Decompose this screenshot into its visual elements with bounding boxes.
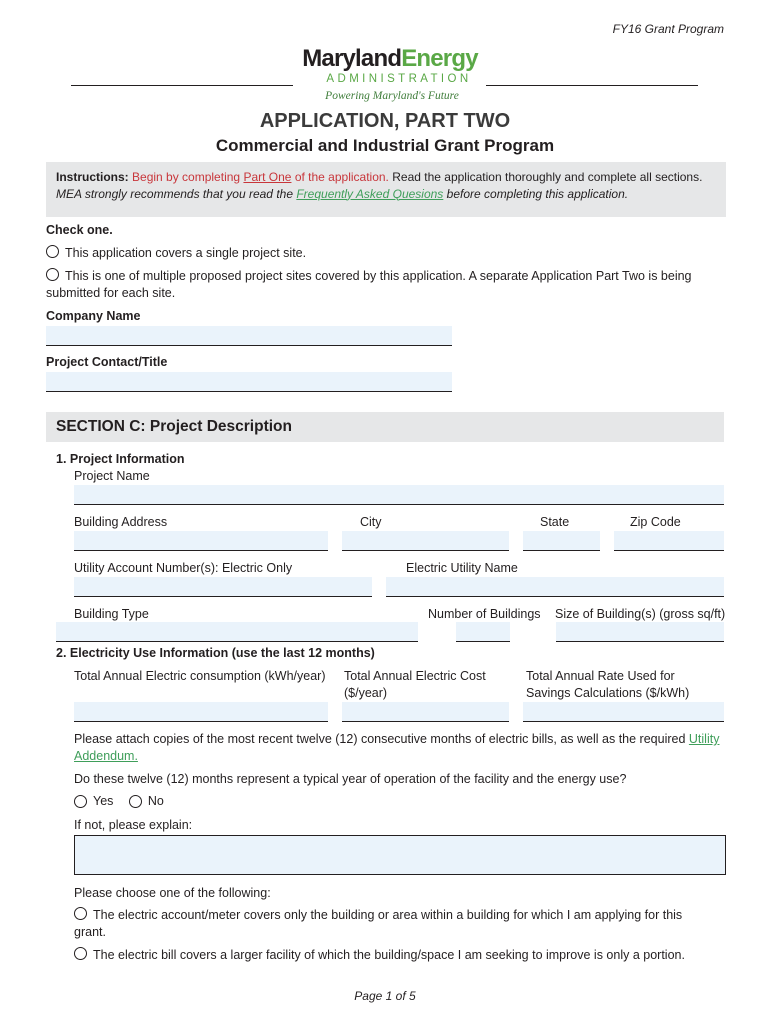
larger-facility-radio[interactable]	[74, 947, 87, 960]
state-label: State	[540, 515, 570, 529]
project-contact-label: Project Contact/Title	[46, 355, 168, 369]
building-type-label: Building Type	[74, 607, 149, 621]
header-rule-right	[486, 85, 698, 86]
electricity-heading: 2. Electricity Use Information (use the last 12 months)	[56, 646, 375, 660]
meter-only-radio[interactable]	[74, 907, 87, 920]
state-field[interactable]	[523, 531, 600, 551]
multi-site-option[interactable]	[46, 268, 716, 302]
page-subtitle: Commercial and Industrial Grant Program	[215, 136, 555, 155]
header-rule-left	[71, 85, 293, 86]
electric-utility-field[interactable]	[386, 577, 724, 597]
instructions-red-1: Begin by completing	[132, 170, 241, 184]
project-contact-field[interactable]	[46, 372, 452, 392]
choose-label: Please choose one of the following:	[74, 886, 271, 900]
company-name-label: Company Name	[46, 309, 141, 323]
logo-word-maryland: Maryland	[302, 45, 402, 72]
electric-utility-label: Electric Utility Name	[406, 561, 518, 575]
instructions-label: Instructions:	[56, 170, 129, 184]
utility-account-label: Utility Account Number(s): Electric Only	[74, 561, 293, 575]
project-name-field[interactable]	[74, 485, 724, 505]
company-name-field[interactable]	[46, 326, 452, 346]
project-info-heading: 1. Project Information	[56, 452, 185, 466]
num-buildings-label: Number of Buildings	[428, 607, 541, 621]
logo-administration: ADMINISTRATION	[326, 73, 472, 85]
typical-yes-label: Yes	[93, 794, 114, 808]
attach-bills-text	[74, 731, 734, 765]
zip-field[interactable]	[614, 531, 724, 551]
instructions-italic-1: MEA strongly recommends that you read the	[56, 186, 293, 201]
annual-rate-field[interactable]	[523, 702, 724, 722]
instructions-italic-2: before completing this application.	[446, 186, 629, 201]
annual-rate-label	[526, 668, 689, 702]
multi-site-radio[interactable]	[46, 268, 59, 281]
building-address-label: Building Address	[74, 515, 168, 529]
explain-label: If not, please explain:	[74, 818, 193, 832]
single-site-radio[interactable]	[46, 245, 59, 258]
num-buildings-field[interactable]	[456, 622, 510, 642]
page-title: APPLICATION, PART TWO	[259, 110, 511, 132]
check-one-label: Check one.	[46, 223, 113, 237]
annual-cost-label-line1: Total Annual Electric Cost	[344, 669, 486, 683]
annual-rate-label-line2: Savings Calculations ($/kWh)	[526, 686, 690, 700]
attach-bills-sentence: Please attach copies of the most recent twelve (12) consecutive months of electric bills, as well as the required	[74, 732, 686, 746]
project-name-label: Project Name	[74, 469, 150, 483]
size-buildings-label: Size of Building(s) (gross sq/ft)	[555, 607, 726, 621]
typical-no-label: No	[147, 794, 164, 808]
larger-facility-label: The electric bill covers a larger facility of which the building/space I am seeking to improve is only a portion.	[93, 948, 685, 962]
program-label: FY16 Grant Program	[612, 22, 724, 36]
meter-only-option[interactable]	[74, 907, 714, 941]
part-one-link[interactable]: Part One	[243, 170, 292, 184]
utility-addendum-link[interactable]: Utility Addendum.	[74, 732, 720, 763]
utility-account-field[interactable]	[74, 577, 372, 597]
zip-label: Zip Code	[630, 515, 681, 529]
typical-yes-radio[interactable]	[74, 795, 87, 808]
typical-yes-option[interactable]	[74, 793, 113, 810]
instructions-text: Read the application thoroughly and complete all sections.	[392, 170, 703, 184]
annual-rate-label-line1: Total Annual Rate Used for	[526, 669, 675, 683]
logo-tagline: Powering Maryland's Future	[325, 90, 459, 102]
section-c-header	[46, 412, 724, 442]
multi-site-label: This is one of multiple proposed project sites covered by this application. A separate Application Part Two is being submitted for each site.	[46, 269, 692, 300]
larger-facility-option[interactable]	[74, 947, 724, 964]
meter-only-label: The electric account/meter covers only the building or area within a building for which I am applying for this grant.	[74, 908, 683, 939]
annual-consumption-field[interactable]	[74, 702, 328, 722]
annual-cost-label-line2: ($/year)	[344, 686, 388, 700]
typical-year-options	[74, 793, 164, 813]
annual-cost-label	[344, 668, 486, 702]
typical-no-radio[interactable]	[129, 795, 142, 808]
city-label: City	[360, 515, 382, 529]
single-site-label: This application covers a single project site.	[65, 246, 307, 260]
faq-link[interactable]: Frequently Asked Quesions	[296, 186, 444, 201]
building-type-field[interactable]	[56, 622, 418, 642]
section-c-title: SECTION C: Project Description	[56, 418, 292, 435]
instructions-box	[46, 162, 726, 217]
annual-consumption-label: Total Annual Electric consumption (kWh/year)	[74, 669, 326, 683]
building-address-field[interactable]	[74, 531, 328, 551]
logo-word-energy: Energy	[401, 45, 478, 72]
annual-cost-field[interactable]	[342, 702, 509, 722]
page-number: Page 1 of 5	[354, 989, 416, 1003]
instructions-red-2: of the application.	[294, 170, 389, 184]
single-site-option[interactable]	[46, 245, 716, 262]
size-buildings-field[interactable]	[556, 622, 724, 642]
city-field[interactable]	[342, 531, 509, 551]
typical-no-option[interactable]	[129, 793, 164, 810]
logo	[294, 46, 486, 102]
typical-year-question: Do these twelve (12) months represent a typical year of operation of the facility and the energy use?	[74, 772, 627, 786]
explain-textarea[interactable]	[74, 835, 726, 875]
